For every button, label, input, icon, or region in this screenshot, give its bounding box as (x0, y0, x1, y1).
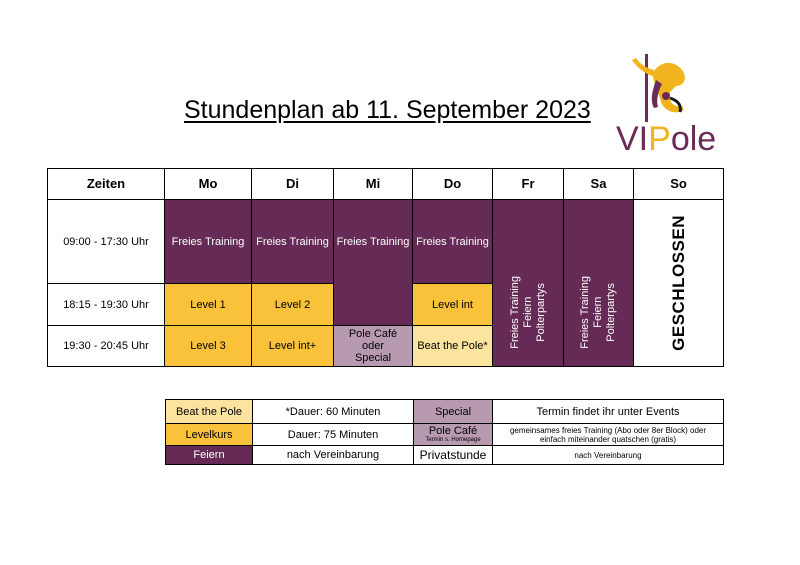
header-so: So (634, 169, 723, 200)
page-title: Stundenplan ab 11. September 2023 (184, 96, 591, 124)
legend-pole-cafe-cell (414, 424, 493, 446)
legend-special: Special (414, 400, 493, 424)
time-row-3: 19:30 - 20:45 Uhr (48, 326, 165, 366)
so-closed: GESCHLOSSEN (668, 215, 688, 351)
header-mo: Mo (165, 169, 252, 200)
di-level-int-plus: Level int+ (252, 326, 334, 366)
mo-level-1: Level 1 (165, 284, 252, 326)
legend-beat-the-pole: Beat the Pole (166, 400, 253, 424)
do-free-training: Freies Training (413, 200, 493, 284)
mo-level-3: Level 3 (165, 326, 252, 366)
fr-line-3: Polterpartys (534, 282, 547, 342)
header-do: Do (413, 169, 493, 200)
legend-levelkurs-desc: Dauer: 75 Minuten (253, 424, 414, 446)
legend-pole-cafe-desc: gemeinsames freies Training (Abo oder 8er Block) oder einfach miteinander quatschen (gratis) (493, 424, 723, 446)
legend-privatstunde: Privatstunde (414, 446, 493, 464)
time-row-2: 18:15 - 19:30 Uhr (48, 284, 165, 326)
header-fr: Fr (493, 169, 564, 200)
sa-line-3: Polterpartys (605, 282, 617, 342)
fr-cell (493, 200, 564, 366)
legend-pole-cafe: Pole Café (428, 424, 478, 437)
legend-beat-the-pole-desc: *Dauer: 60 Minuten (253, 400, 414, 424)
di-free-training: Freies Training (252, 200, 334, 284)
so-cell (634, 200, 723, 366)
di-level-2: Level 2 (252, 284, 334, 326)
sa-line-2: Feiern (592, 296, 604, 328)
header-di: Di (252, 169, 334, 200)
header-zeiten: Zeiten (48, 169, 165, 200)
sa-line-1: Freies Training (579, 275, 591, 349)
header-sa: Sa (564, 169, 634, 200)
do-level-int: Level int (413, 284, 493, 326)
time-row-1: 09:00 - 17:30 Uhr (48, 200, 165, 284)
logo-text: VIPole (616, 120, 717, 158)
sa-cell (564, 200, 634, 366)
legend-levelkurs: Levelkurs (166, 424, 253, 446)
legend-pole-cafe-note: Termin s. Homepage (425, 436, 481, 443)
header-mi: Mi (334, 169, 413, 200)
mi-free-training: Freies Training (334, 200, 413, 326)
do-beat-the-pole: Beat the Pole* (413, 326, 493, 366)
legend-feiern-desc: nach Vereinbarung (253, 446, 414, 464)
legend-special-desc: Termin findet ihr unter Events (493, 400, 723, 424)
fr-line-2: Feiern (521, 296, 534, 328)
mo-free-training: Freies Training (165, 200, 252, 284)
mi-pole-cafe: Pole Café oder Special (334, 326, 413, 366)
pole-icon (645, 54, 648, 122)
schedule-table (47, 168, 724, 367)
legend-privatstunde-desc: nach Vereinbarung (574, 450, 642, 460)
legend-feiern: Feiern (166, 446, 253, 464)
legend-table (165, 399, 724, 465)
fr-line-1: Freies Training (508, 275, 521, 349)
